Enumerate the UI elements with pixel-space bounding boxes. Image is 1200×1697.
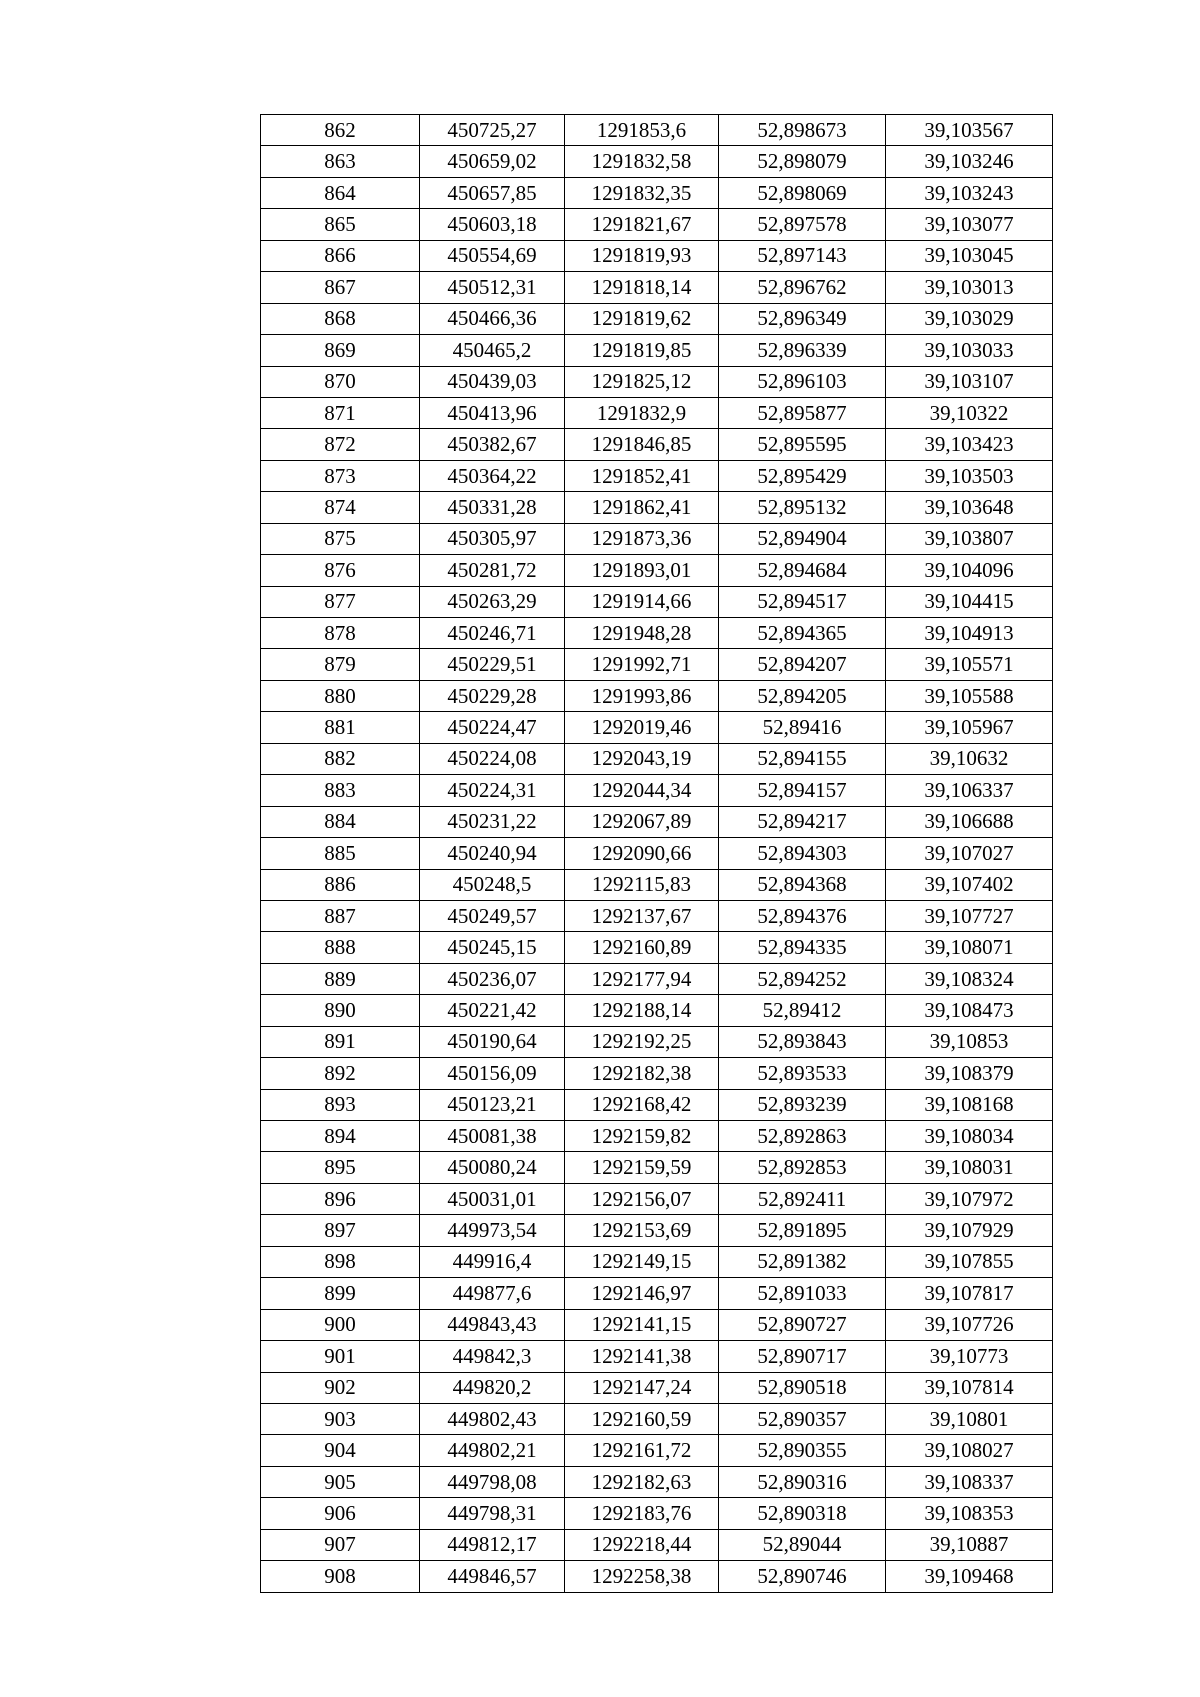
x-coordinate-cell: 450081,38 <box>420 1121 565 1152</box>
latitude-cell: 52,894217 <box>719 806 886 837</box>
latitude-cell: 52,896339 <box>719 335 886 366</box>
x-coordinate-cell: 450439,03 <box>420 366 565 397</box>
x-coordinate-cell: 450413,96 <box>420 397 565 428</box>
point-number-cell: 882 <box>261 743 420 774</box>
latitude-cell: 52,897578 <box>719 209 886 240</box>
longitude-cell: 39,104913 <box>886 618 1053 649</box>
x-coordinate-cell: 450512,31 <box>420 272 565 303</box>
latitude-cell: 52,890318 <box>719 1498 886 1529</box>
longitude-cell: 39,108168 <box>886 1089 1053 1120</box>
longitude-cell: 39,103243 <box>886 177 1053 208</box>
x-coordinate-cell: 450221,42 <box>420 995 565 1026</box>
longitude-cell: 39,108337 <box>886 1466 1053 1497</box>
table-row <box>261 366 1053 397</box>
x-coordinate-cell: 449812,17 <box>420 1529 565 1560</box>
table-row <box>261 1152 1053 1183</box>
x-coordinate-cell: 450224,47 <box>420 712 565 743</box>
x-coordinate-cell: 450236,07 <box>420 963 565 994</box>
longitude-cell: 39,103077 <box>886 209 1053 240</box>
x-coordinate-cell: 450659,02 <box>420 146 565 177</box>
point-number-cell: 903 <box>261 1403 420 1434</box>
point-number-cell: 888 <box>261 932 420 963</box>
longitude-cell: 39,103423 <box>886 429 1053 460</box>
point-number-cell: 889 <box>261 963 420 994</box>
longitude-cell: 39,10887 <box>886 1529 1053 1560</box>
longitude-cell: 39,10853 <box>886 1026 1053 1057</box>
point-number-cell: 896 <box>261 1183 420 1214</box>
point-number-cell: 890 <box>261 995 420 1026</box>
latitude-cell: 52,890518 <box>719 1372 886 1403</box>
longitude-cell: 39,103648 <box>886 492 1053 523</box>
table-row <box>261 1466 1053 1497</box>
table-row <box>261 1561 1053 1592</box>
longitude-cell: 39,10773 <box>886 1341 1053 1372</box>
longitude-cell: 39,105967 <box>886 712 1053 743</box>
x-coordinate-cell: 450229,51 <box>420 649 565 680</box>
y-coordinate-cell: 1292218,44 <box>565 1529 719 1560</box>
longitude-cell: 39,104415 <box>886 586 1053 617</box>
point-number-cell: 866 <box>261 240 420 271</box>
y-coordinate-cell: 1292141,15 <box>565 1309 719 1340</box>
latitude-cell: 52,89412 <box>719 995 886 1026</box>
y-coordinate-cell: 1291819,93 <box>565 240 719 271</box>
table-row <box>261 272 1053 303</box>
x-coordinate-cell: 450465,2 <box>420 335 565 366</box>
x-coordinate-cell: 449802,21 <box>420 1435 565 1466</box>
longitude-cell: 39,103246 <box>886 146 1053 177</box>
longitude-cell: 39,107402 <box>886 869 1053 900</box>
point-number-cell: 899 <box>261 1278 420 1309</box>
coordinates-table <box>260 114 1053 1593</box>
longitude-cell: 39,104096 <box>886 555 1053 586</box>
latitude-cell: 52,898673 <box>719 115 886 146</box>
latitude-cell: 52,890717 <box>719 1341 886 1372</box>
latitude-cell: 52,894684 <box>719 555 886 586</box>
x-coordinate-cell: 450224,08 <box>420 743 565 774</box>
point-number-cell: 875 <box>261 523 420 554</box>
y-coordinate-cell: 1292182,38 <box>565 1058 719 1089</box>
longitude-cell: 39,108379 <box>886 1058 1053 1089</box>
y-coordinate-cell: 1291832,58 <box>565 146 719 177</box>
longitude-cell: 39,10801 <box>886 1403 1053 1434</box>
x-coordinate-cell: 450382,67 <box>420 429 565 460</box>
latitude-cell: 52,890727 <box>719 1309 886 1340</box>
y-coordinate-cell: 1291862,41 <box>565 492 719 523</box>
latitude-cell: 52,894376 <box>719 900 886 931</box>
x-coordinate-cell: 450281,72 <box>420 555 565 586</box>
x-coordinate-cell: 449877,6 <box>420 1278 565 1309</box>
longitude-cell: 39,103013 <box>886 272 1053 303</box>
y-coordinate-cell: 1292168,42 <box>565 1089 719 1120</box>
table-row <box>261 429 1053 460</box>
point-number-cell: 905 <box>261 1466 420 1497</box>
longitude-cell: 39,10632 <box>886 743 1053 774</box>
x-coordinate-cell: 450224,31 <box>420 775 565 806</box>
point-number-cell: 893 <box>261 1089 420 1120</box>
point-number-cell: 871 <box>261 397 420 428</box>
latitude-cell: 52,895429 <box>719 460 886 491</box>
table-row <box>261 618 1053 649</box>
longitude-cell: 39,107817 <box>886 1278 1053 1309</box>
latitude-cell: 52,890355 <box>719 1435 886 1466</box>
latitude-cell: 52,892411 <box>719 1183 886 1214</box>
x-coordinate-cell: 450331,28 <box>420 492 565 523</box>
longitude-cell: 39,106688 <box>886 806 1053 837</box>
x-coordinate-cell: 450156,09 <box>420 1058 565 1089</box>
longitude-cell: 39,103033 <box>886 335 1053 366</box>
x-coordinate-cell: 449798,31 <box>420 1498 565 1529</box>
longitude-cell: 39,106337 <box>886 775 1053 806</box>
longitude-cell: 39,108031 <box>886 1152 1053 1183</box>
y-coordinate-cell: 1292043,19 <box>565 743 719 774</box>
longitude-cell: 39,108324 <box>886 963 1053 994</box>
point-number-cell: 891 <box>261 1026 420 1057</box>
point-number-cell: 880 <box>261 680 420 711</box>
table-row <box>261 712 1053 743</box>
point-number-cell: 881 <box>261 712 420 743</box>
latitude-cell: 52,894368 <box>719 869 886 900</box>
table-row <box>261 555 1053 586</box>
point-number-cell: 901 <box>261 1341 420 1372</box>
table-row <box>261 1529 1053 1560</box>
latitude-cell: 52,89416 <box>719 712 886 743</box>
longitude-cell: 39,105588 <box>886 680 1053 711</box>
table-row <box>261 586 1053 617</box>
y-coordinate-cell: 1292182,63 <box>565 1466 719 1497</box>
x-coordinate-cell: 449842,3 <box>420 1341 565 1372</box>
y-coordinate-cell: 1292258,38 <box>565 1561 719 1592</box>
y-coordinate-cell: 1292141,38 <box>565 1341 719 1372</box>
y-coordinate-cell: 1292156,07 <box>565 1183 719 1214</box>
longitude-cell: 39,103029 <box>886 303 1053 334</box>
longitude-cell: 39,107726 <box>886 1309 1053 1340</box>
longitude-cell: 39,103567 <box>886 115 1053 146</box>
x-coordinate-cell: 450231,22 <box>420 806 565 837</box>
y-coordinate-cell: 1292147,24 <box>565 1372 719 1403</box>
table-row <box>261 1121 1053 1152</box>
point-number-cell: 862 <box>261 115 420 146</box>
x-coordinate-cell: 449820,2 <box>420 1372 565 1403</box>
y-coordinate-cell: 1291846,85 <box>565 429 719 460</box>
latitude-cell: 52,894252 <box>719 963 886 994</box>
point-number-cell: 892 <box>261 1058 420 1089</box>
y-coordinate-cell: 1291914,66 <box>565 586 719 617</box>
x-coordinate-cell: 449846,57 <box>420 1561 565 1592</box>
longitude-cell: 39,107727 <box>886 900 1053 931</box>
y-coordinate-cell: 1292090,66 <box>565 838 719 869</box>
latitude-cell: 52,896349 <box>719 303 886 334</box>
y-coordinate-cell: 1292149,15 <box>565 1246 719 1277</box>
x-coordinate-cell: 450190,64 <box>420 1026 565 1057</box>
latitude-cell: 52,894303 <box>719 838 886 869</box>
x-coordinate-cell: 450080,24 <box>420 1152 565 1183</box>
latitude-cell: 52,894365 <box>719 618 886 649</box>
latitude-cell: 52,892853 <box>719 1152 886 1183</box>
latitude-cell: 52,893533 <box>719 1058 886 1089</box>
latitude-cell: 52,898069 <box>719 177 886 208</box>
longitude-cell: 39,105571 <box>886 649 1053 680</box>
point-number-cell: 886 <box>261 869 420 900</box>
y-coordinate-cell: 1291832,35 <box>565 177 719 208</box>
point-number-cell: 872 <box>261 429 420 460</box>
table-row <box>261 680 1053 711</box>
y-coordinate-cell: 1291819,85 <box>565 335 719 366</box>
latitude-cell: 52,894205 <box>719 680 886 711</box>
point-number-cell: 883 <box>261 775 420 806</box>
table-row <box>261 303 1053 334</box>
x-coordinate-cell: 450245,15 <box>420 932 565 963</box>
x-coordinate-cell: 449843,43 <box>420 1309 565 1340</box>
y-coordinate-cell: 1292183,76 <box>565 1498 719 1529</box>
table-row <box>261 649 1053 680</box>
table-row <box>261 743 1053 774</box>
table-row <box>261 1435 1053 1466</box>
x-coordinate-cell: 449973,54 <box>420 1215 565 1246</box>
y-coordinate-cell: 1291993,86 <box>565 680 719 711</box>
table-row <box>261 838 1053 869</box>
y-coordinate-cell: 1292137,67 <box>565 900 719 931</box>
table-row <box>261 1278 1053 1309</box>
table-row <box>261 995 1053 1026</box>
table-row <box>261 963 1053 994</box>
y-coordinate-cell: 1292160,59 <box>565 1403 719 1434</box>
point-number-cell: 908 <box>261 1561 420 1592</box>
point-number-cell: 863 <box>261 146 420 177</box>
latitude-cell: 52,890746 <box>719 1561 886 1592</box>
table-row <box>261 335 1053 366</box>
x-coordinate-cell: 450229,28 <box>420 680 565 711</box>
point-number-cell: 869 <box>261 335 420 366</box>
point-number-cell: 904 <box>261 1435 420 1466</box>
x-coordinate-cell: 450364,22 <box>420 460 565 491</box>
latitude-cell: 52,891895 <box>719 1215 886 1246</box>
table-row <box>261 146 1053 177</box>
x-coordinate-cell: 450725,27 <box>420 115 565 146</box>
latitude-cell: 52,894155 <box>719 743 886 774</box>
y-coordinate-cell: 1292160,89 <box>565 932 719 963</box>
latitude-cell: 52,891382 <box>719 1246 886 1277</box>
y-coordinate-cell: 1292146,97 <box>565 1278 719 1309</box>
x-coordinate-cell: 450031,01 <box>420 1183 565 1214</box>
table-row <box>261 397 1053 428</box>
y-coordinate-cell: 1291948,28 <box>565 618 719 649</box>
latitude-cell: 52,891033 <box>719 1278 886 1309</box>
latitude-cell: 52,898079 <box>719 146 886 177</box>
x-coordinate-cell: 450466,36 <box>420 303 565 334</box>
point-number-cell: 877 <box>261 586 420 617</box>
point-number-cell: 884 <box>261 806 420 837</box>
point-number-cell: 865 <box>261 209 420 240</box>
latitude-cell: 52,895132 <box>719 492 886 523</box>
longitude-cell: 39,108353 <box>886 1498 1053 1529</box>
table-row <box>261 806 1053 837</box>
y-coordinate-cell: 1291832,9 <box>565 397 719 428</box>
point-number-cell: 907 <box>261 1529 420 1560</box>
table-row <box>261 115 1053 146</box>
y-coordinate-cell: 1292153,69 <box>565 1215 719 1246</box>
point-number-cell: 876 <box>261 555 420 586</box>
table-row <box>261 523 1053 554</box>
coordinates-table-body <box>261 115 1053 1593</box>
x-coordinate-cell: 450603,18 <box>420 209 565 240</box>
table-row <box>261 1309 1053 1340</box>
table-row <box>261 1403 1053 1434</box>
latitude-cell: 52,894904 <box>719 523 886 554</box>
table-row <box>261 1026 1053 1057</box>
table-row <box>261 1089 1053 1120</box>
point-number-cell: 906 <box>261 1498 420 1529</box>
y-coordinate-cell: 1292067,89 <box>565 806 719 837</box>
table-row <box>261 1058 1053 1089</box>
point-number-cell: 870 <box>261 366 420 397</box>
x-coordinate-cell: 449802,43 <box>420 1403 565 1434</box>
point-number-cell: 864 <box>261 177 420 208</box>
table-row <box>261 775 1053 806</box>
y-coordinate-cell: 1292159,59 <box>565 1152 719 1183</box>
point-number-cell: 879 <box>261 649 420 680</box>
x-coordinate-cell: 450249,57 <box>420 900 565 931</box>
longitude-cell: 39,109468 <box>886 1561 1053 1592</box>
point-number-cell: 873 <box>261 460 420 491</box>
longitude-cell: 39,103107 <box>886 366 1053 397</box>
point-number-cell: 902 <box>261 1372 420 1403</box>
longitude-cell: 39,107972 <box>886 1183 1053 1214</box>
longitude-cell: 39,107855 <box>886 1246 1053 1277</box>
longitude-cell: 39,108473 <box>886 995 1053 1026</box>
latitude-cell: 52,893239 <box>719 1089 886 1120</box>
latitude-cell: 52,890316 <box>719 1466 886 1497</box>
y-coordinate-cell: 1292188,14 <box>565 995 719 1026</box>
y-coordinate-cell: 1291893,01 <box>565 555 719 586</box>
y-coordinate-cell: 1291825,12 <box>565 366 719 397</box>
longitude-cell: 39,10322 <box>886 397 1053 428</box>
y-coordinate-cell: 1292115,83 <box>565 869 719 900</box>
x-coordinate-cell: 450554,69 <box>420 240 565 271</box>
y-coordinate-cell: 1291821,67 <box>565 209 719 240</box>
latitude-cell: 52,896103 <box>719 366 886 397</box>
latitude-cell: 52,897143 <box>719 240 886 271</box>
point-number-cell: 878 <box>261 618 420 649</box>
longitude-cell: 39,103807 <box>886 523 1053 554</box>
x-coordinate-cell: 449916,4 <box>420 1246 565 1277</box>
y-coordinate-cell: 1292192,25 <box>565 1026 719 1057</box>
longitude-cell: 39,107814 <box>886 1372 1053 1403</box>
longitude-cell: 39,103503 <box>886 460 1053 491</box>
longitude-cell: 39,103045 <box>886 240 1053 271</box>
table-row <box>261 1246 1053 1277</box>
latitude-cell: 52,89044 <box>719 1529 886 1560</box>
point-number-cell: 867 <box>261 272 420 303</box>
longitude-cell: 39,108034 <box>886 1121 1053 1152</box>
x-coordinate-cell: 450263,29 <box>420 586 565 617</box>
latitude-cell: 52,894157 <box>719 775 886 806</box>
y-coordinate-cell: 1291873,36 <box>565 523 719 554</box>
table-row <box>261 1341 1053 1372</box>
point-number-cell: 898 <box>261 1246 420 1277</box>
y-coordinate-cell: 1292161,72 <box>565 1435 719 1466</box>
y-coordinate-cell: 1292044,34 <box>565 775 719 806</box>
x-coordinate-cell: 450248,5 <box>420 869 565 900</box>
point-number-cell: 874 <box>261 492 420 523</box>
table-row <box>261 1215 1053 1246</box>
table-row <box>261 900 1053 931</box>
latitude-cell: 52,890357 <box>719 1403 886 1434</box>
y-coordinate-cell: 1292019,46 <box>565 712 719 743</box>
latitude-cell: 52,894335 <box>719 932 886 963</box>
longitude-cell: 39,107929 <box>886 1215 1053 1246</box>
table-row <box>261 1498 1053 1529</box>
point-number-cell: 897 <box>261 1215 420 1246</box>
point-number-cell: 868 <box>261 303 420 334</box>
table-row <box>261 1183 1053 1214</box>
x-coordinate-cell: 450123,21 <box>420 1089 565 1120</box>
table-row <box>261 869 1053 900</box>
y-coordinate-cell: 1291852,41 <box>565 460 719 491</box>
latitude-cell: 52,894207 <box>719 649 886 680</box>
latitude-cell: 52,894517 <box>719 586 886 617</box>
point-number-cell: 900 <box>261 1309 420 1340</box>
table-row <box>261 209 1053 240</box>
table-row <box>261 240 1053 271</box>
latitude-cell: 52,895595 <box>719 429 886 460</box>
y-coordinate-cell: 1292159,82 <box>565 1121 719 1152</box>
point-number-cell: 895 <box>261 1152 420 1183</box>
table-row <box>261 492 1053 523</box>
table-row <box>261 1372 1053 1403</box>
x-coordinate-cell: 450657,85 <box>420 177 565 208</box>
x-coordinate-cell: 450305,97 <box>420 523 565 554</box>
y-coordinate-cell: 1291853,6 <box>565 115 719 146</box>
table-row <box>261 932 1053 963</box>
point-number-cell: 894 <box>261 1121 420 1152</box>
table-row <box>261 460 1053 491</box>
latitude-cell: 52,895877 <box>719 397 886 428</box>
longitude-cell: 39,107027 <box>886 838 1053 869</box>
point-number-cell: 885 <box>261 838 420 869</box>
latitude-cell: 52,893843 <box>719 1026 886 1057</box>
y-coordinate-cell: 1292177,94 <box>565 963 719 994</box>
x-coordinate-cell: 450240,94 <box>420 838 565 869</box>
y-coordinate-cell: 1291818,14 <box>565 272 719 303</box>
longitude-cell: 39,108071 <box>886 932 1053 963</box>
point-number-cell: 887 <box>261 900 420 931</box>
y-coordinate-cell: 1291819,62 <box>565 303 719 334</box>
longitude-cell: 39,108027 <box>886 1435 1053 1466</box>
y-coordinate-cell: 1291992,71 <box>565 649 719 680</box>
x-coordinate-cell: 449798,08 <box>420 1466 565 1497</box>
x-coordinate-cell: 450246,71 <box>420 618 565 649</box>
latitude-cell: 52,892863 <box>719 1121 886 1152</box>
latitude-cell: 52,896762 <box>719 272 886 303</box>
table-row <box>261 177 1053 208</box>
